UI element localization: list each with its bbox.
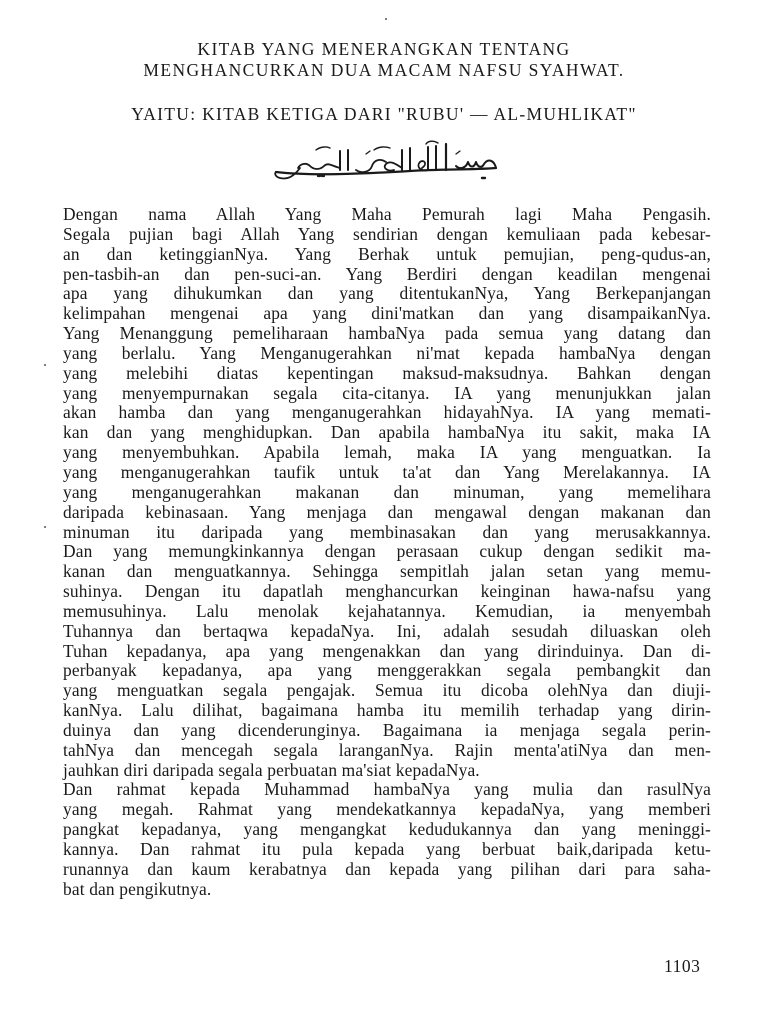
text-line: yang menguatkan segala pengajak. Semua itu dicoba olehNya dan diuji- xyxy=(63,680,711,701)
text-line: pangkat kepadanya, yang mengangkat kedudukannya dan yang meninggi- xyxy=(63,819,711,840)
text-line: yang megah. Rahmat yang mendekatkannya kepadaNya, yang memberi xyxy=(63,799,711,820)
text-line: yang berlalu. Yang Menganugerahkan ni'mat kepada hambaNya dengan xyxy=(63,342,711,363)
text-line: suhinya. Dengan itu dapatlah menghancurkan keinginan hawa-nafsu yang xyxy=(63,581,711,602)
text-line: Dengan nama Allah Yang Maha Pemurah lagi Maha Pengasih. xyxy=(63,204,711,224)
text-line: perbanyak kepadanya, apa yang menggerakkan segala pembangkit dan xyxy=(63,660,711,681)
subtitle: YAITU: KITAB KETIGA DARI "RUBU' — AL-MUHLIKAT" xyxy=(131,104,637,124)
scan-speck xyxy=(44,364,46,366)
text-line: Segala pujian bagi Allah Yang sendirian dengan kemuliaan pada kebesar- xyxy=(63,223,711,244)
text-line: duinya dan yang dicenderunginya. Bagaimana ia menjaga segala perin- xyxy=(63,719,711,740)
text-line: akan hamba dan yang menganugerahkan hidayahNya. IA yang memati- xyxy=(63,402,711,423)
text-line: yang menyempurnakan segala cita-citanya. IA yang menunjukkan jalan xyxy=(63,382,711,403)
text-line: kannya. Dan rahmat itu pula kepada yang berbuat baik,daripada ketu- xyxy=(63,839,711,859)
text-line: Tuhannya dan bertaqwa kepadaNya. Ini, adalah sesudah diluaskan oleh xyxy=(63,620,711,641)
title-line-2: MENGHANCURKAN DUA MACAM NAFSU SYAHWAT. xyxy=(143,60,625,80)
text-line: apa yang dihukumkan dan yang ditentukanNya, Yang Berkepanjangan xyxy=(63,283,711,304)
text-line: yang menganugerahkan taufik untuk ta'at dan Yang Merelakannya. IA xyxy=(63,461,711,482)
text-line: Tuhan kepadanya, apa yang mengenakkan dan yang dirinduinya. Dan di- xyxy=(63,640,711,661)
scan-speck xyxy=(44,526,46,528)
text-line: kanNya. Lalu dilihat, bagaimana hamba itu memilih terhadap yang dirin- xyxy=(63,700,711,721)
basmala-calligraphy-icon xyxy=(270,138,502,184)
text-line: kanan dan menguatkannya. Sehingga sempitlah jalan setan yang memu- xyxy=(63,561,711,582)
text-line: Dan yang memungkinkannya dengan perasaan cukup dengan sedikit ma- xyxy=(63,541,711,562)
text-line: yang menyembuhkan. Apabila lemah, maka IA yang menguatkan. Ia xyxy=(63,442,711,463)
text-line: daripada kebinasaan. Yang menjaga dan mengawal dengan makanan dan xyxy=(63,501,711,522)
text-line: kan dan yang menghidupkan. Dan apabila hambaNya itu sakit, maka IA xyxy=(63,422,711,443)
text-line: tahNya dan mencegah segala laranganNya. Rajin menta'atiNya dan men- xyxy=(63,739,711,760)
text-line: minuman itu daripada yang membinasakan dan yang merusakkannya. xyxy=(63,521,711,542)
page-number: 1103 xyxy=(664,956,701,976)
body-text xyxy=(63,205,711,900)
text-line: bat dan pengikutnya. xyxy=(63,878,212,899)
text-line: Yang Menanggung pemeliharaan hambaNya pada semua yang datang dan xyxy=(63,323,711,344)
text-line: pen-tasbih-an dan pen-suci-an. Yang Berdiri dengan keadilan mengenai xyxy=(63,263,711,284)
text-line: yang melebihi diatas kepentingan maksud-maksudnya. Bahkan dengan xyxy=(63,362,711,383)
scan-speck xyxy=(385,18,387,20)
title-line-1: KITAB YANG MENERANGKAN TENTANG xyxy=(197,39,571,59)
text-line: jauhkan diri daripada segala perbuatan ma'siat kepadaNya. xyxy=(63,759,480,780)
text-line: memusuhinya. Lalu menolak kejahatannya. Kemudian, ia menyembah xyxy=(63,600,711,621)
text-line: runannya dan kaum kerabatnya dan kepada yang pilihan dari para saha- xyxy=(63,858,711,879)
text-line: kelimpahan mengenai apa yang dini'matkan dan yang disampaikanNya. xyxy=(63,303,711,324)
text-line: Dan rahmat kepada Muhammad hambaNya yang mulia dan rasulNya xyxy=(63,779,711,800)
text-line: an dan ketinggianNya. Yang Berhak untuk pemujian, peng-qudus-an, xyxy=(63,243,711,264)
text-line: yang menganugerahkan makanan dan minuman, yang memelihara xyxy=(63,481,711,502)
